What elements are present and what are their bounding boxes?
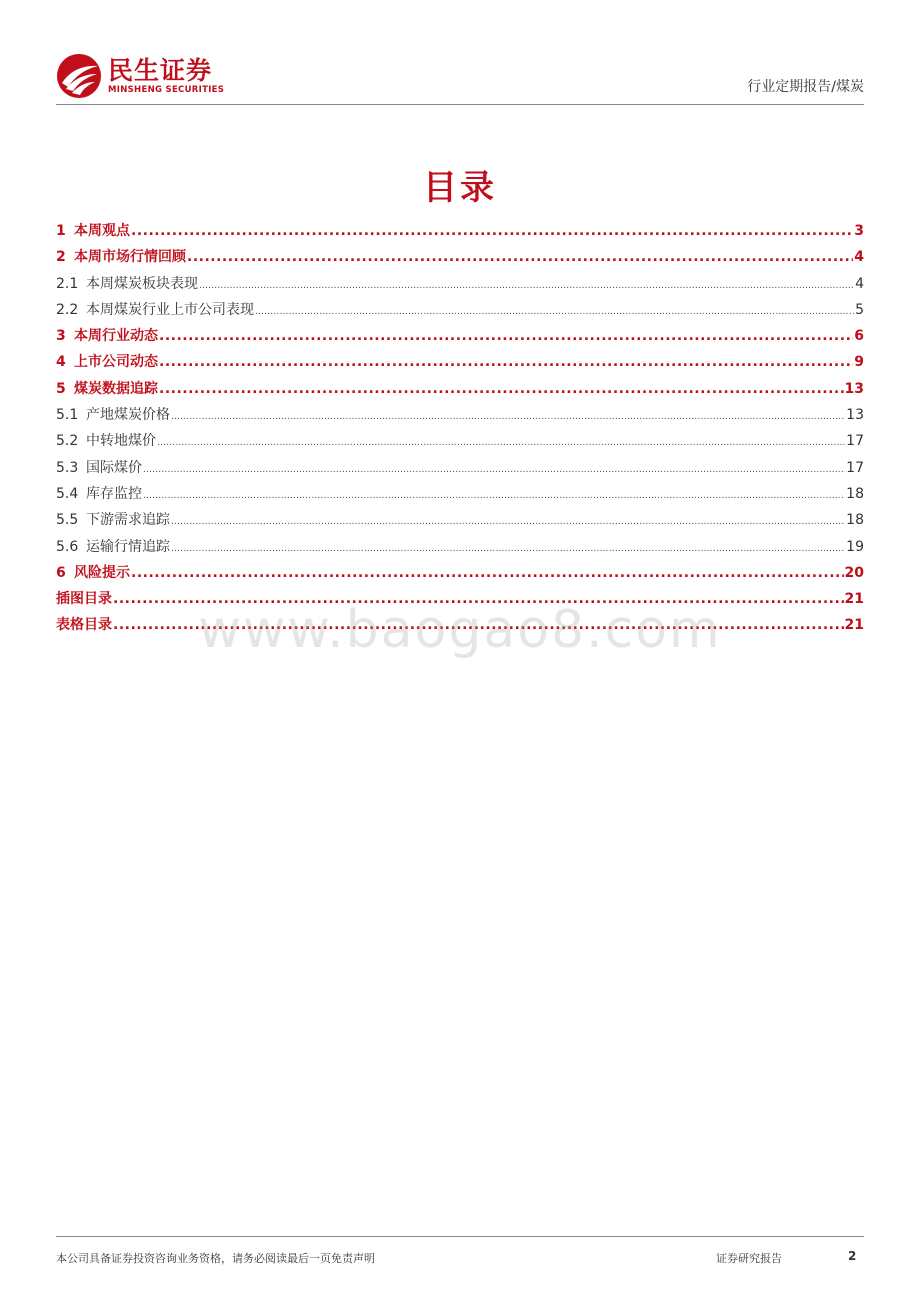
toc-entry-page: 4 [855,275,864,292]
toc-entry-page: 6 [854,328,864,345]
toc-entry[interactable] [56,378,864,404]
toc-entry[interactable] [56,430,864,456]
toc-entry-text: 库存监控 [86,485,142,502]
toc-entry-label [56,351,158,371]
toc-entry-text: 表格目录 [56,617,112,634]
toc-entry-label [56,536,170,556]
toc-entry-label [56,509,170,529]
toc-dot-leader [255,307,854,317]
toc-entry-text: 本周市场行情回顾 [74,249,186,266]
toc-dot-leader [171,517,845,527]
toc-entry-label [56,430,156,450]
toc-entry-number: 6 [56,564,66,581]
toc-entry-text: 中转地煤价 [86,433,156,450]
toc-entry-number: 2.2 [56,301,79,318]
toc-entry-number: 5.1 [56,407,79,424]
toc-entry-text: 本周行业动态 [74,328,158,345]
toc-entry[interactable] [56,299,864,325]
watermark: www.baogao8.com [198,600,722,660]
toc-entry[interactable] [56,457,864,483]
toc-entry-number: 5 [56,380,66,397]
toc-entry[interactable] [56,404,864,430]
page-number: 2 [848,1249,857,1263]
toc-entry-text: 上市公司动态 [74,354,158,371]
toc-entry-number: 5.5 [56,512,79,529]
toc-entry-text: 煤炭数据追踪 [74,380,158,397]
toc-entry-number: 2.1 [56,275,79,292]
footer-divider [56,1236,864,1237]
toc-entry-page: 19 [846,538,864,555]
toc-entry-number: 5.6 [56,538,79,555]
toc-entry[interactable] [56,273,864,299]
header-divider [56,104,864,105]
toc-entry[interactable] [56,351,864,377]
toc-entry-page: 5 [855,301,864,318]
toc-entry-text: 下游需求追踪 [86,512,170,529]
toc-entry-number: 2 [56,249,66,266]
toc-dot-leader [159,328,853,344]
toc-entry-page: 21 [844,591,864,608]
toc-entry-label [56,483,142,503]
page-header [56,48,864,106]
toc-entry-number: 1 [56,223,66,239]
company-logo [56,52,224,100]
toc-entry[interactable] [56,509,864,535]
logo-chinese-name: 民生证券 [108,55,213,85]
toc-dot-leader [171,544,845,554]
toc-entry-label [56,299,254,319]
toc-entry-label [56,220,130,240]
toc-entry-page: 18 [846,512,864,529]
toc-dot-leader [187,249,853,265]
toc-entry-text: 国际煤价 [86,459,142,476]
toc-dot-leader [159,354,853,370]
toc-entry-number: 5.2 [56,433,79,450]
toc-entry-text: 本周煤炭板块表现 [86,275,198,292]
toc-entry[interactable] [56,220,864,246]
toc-entry-page: 9 [854,354,864,371]
toc-entry[interactable] [56,483,864,509]
toc-entry-label [56,457,142,477]
toc-entry[interactable] [56,246,864,272]
toc-dot-leader [143,465,845,475]
footer-doc-type: 证券研究报告 [716,1252,782,1265]
footer-disclaimer: 本公司具备证券投资咨询业务资格，请务必阅读最后一页免责声明 [56,1252,375,1265]
toc-entry-number: 3 [56,328,66,345]
report-type-label: 行业定期报告/煤炭 [747,79,864,95]
toc-entry-page: 18 [846,485,864,502]
toc-entry-text: 本周观点 [74,223,130,239]
toc-entry-page: 20 [844,564,864,581]
table-of-contents [56,220,864,641]
toc-entry-label [56,325,158,345]
toc-entry-label [56,273,198,293]
toc-entry[interactable] [56,536,864,562]
toc-dot-leader [131,223,853,239]
toc-entry-page: 13 [844,380,864,397]
logo-english-name: MINSHENG SECURITIES [108,84,225,95]
toc-title: 目录 [423,168,497,208]
toc-entry[interactable] [56,562,864,588]
toc-entry[interactable] [56,325,864,351]
minsheng-logo-icon [56,53,102,99]
toc-entry-label [56,246,186,266]
toc-entry-label [56,562,130,582]
toc-entry-page: 3 [854,223,864,239]
toc-entry-text: 插图目录 [56,591,112,608]
toc-dot-leader [199,281,854,291]
toc-entry-page: 17 [846,433,864,450]
toc-entry-text: 本周煤炭行业上市公司表现 [86,301,254,318]
toc-dot-leader [157,438,845,448]
toc-dot-leader [131,565,844,581]
toc-entry-text: 产地煤炭价格 [86,407,170,424]
toc-dot-leader [159,381,844,397]
toc-entry-number: 5.4 [56,485,79,502]
toc-dot-leader [171,412,845,422]
toc-entry-number: 5.3 [56,459,79,476]
toc-entry-page: 4 [854,249,864,266]
toc-entry-label [56,378,158,398]
toc-entry-page: 13 [846,407,864,424]
toc-entry-text: 运输行情追踪 [86,538,170,555]
toc-entry-number: 4 [56,354,66,371]
toc-entry-page: 21 [844,617,864,634]
toc-entry-label [56,404,170,424]
toc-entry-page: 17 [846,459,864,476]
toc-entry-text: 风险提示 [74,564,130,581]
toc-dot-leader [143,491,845,501]
